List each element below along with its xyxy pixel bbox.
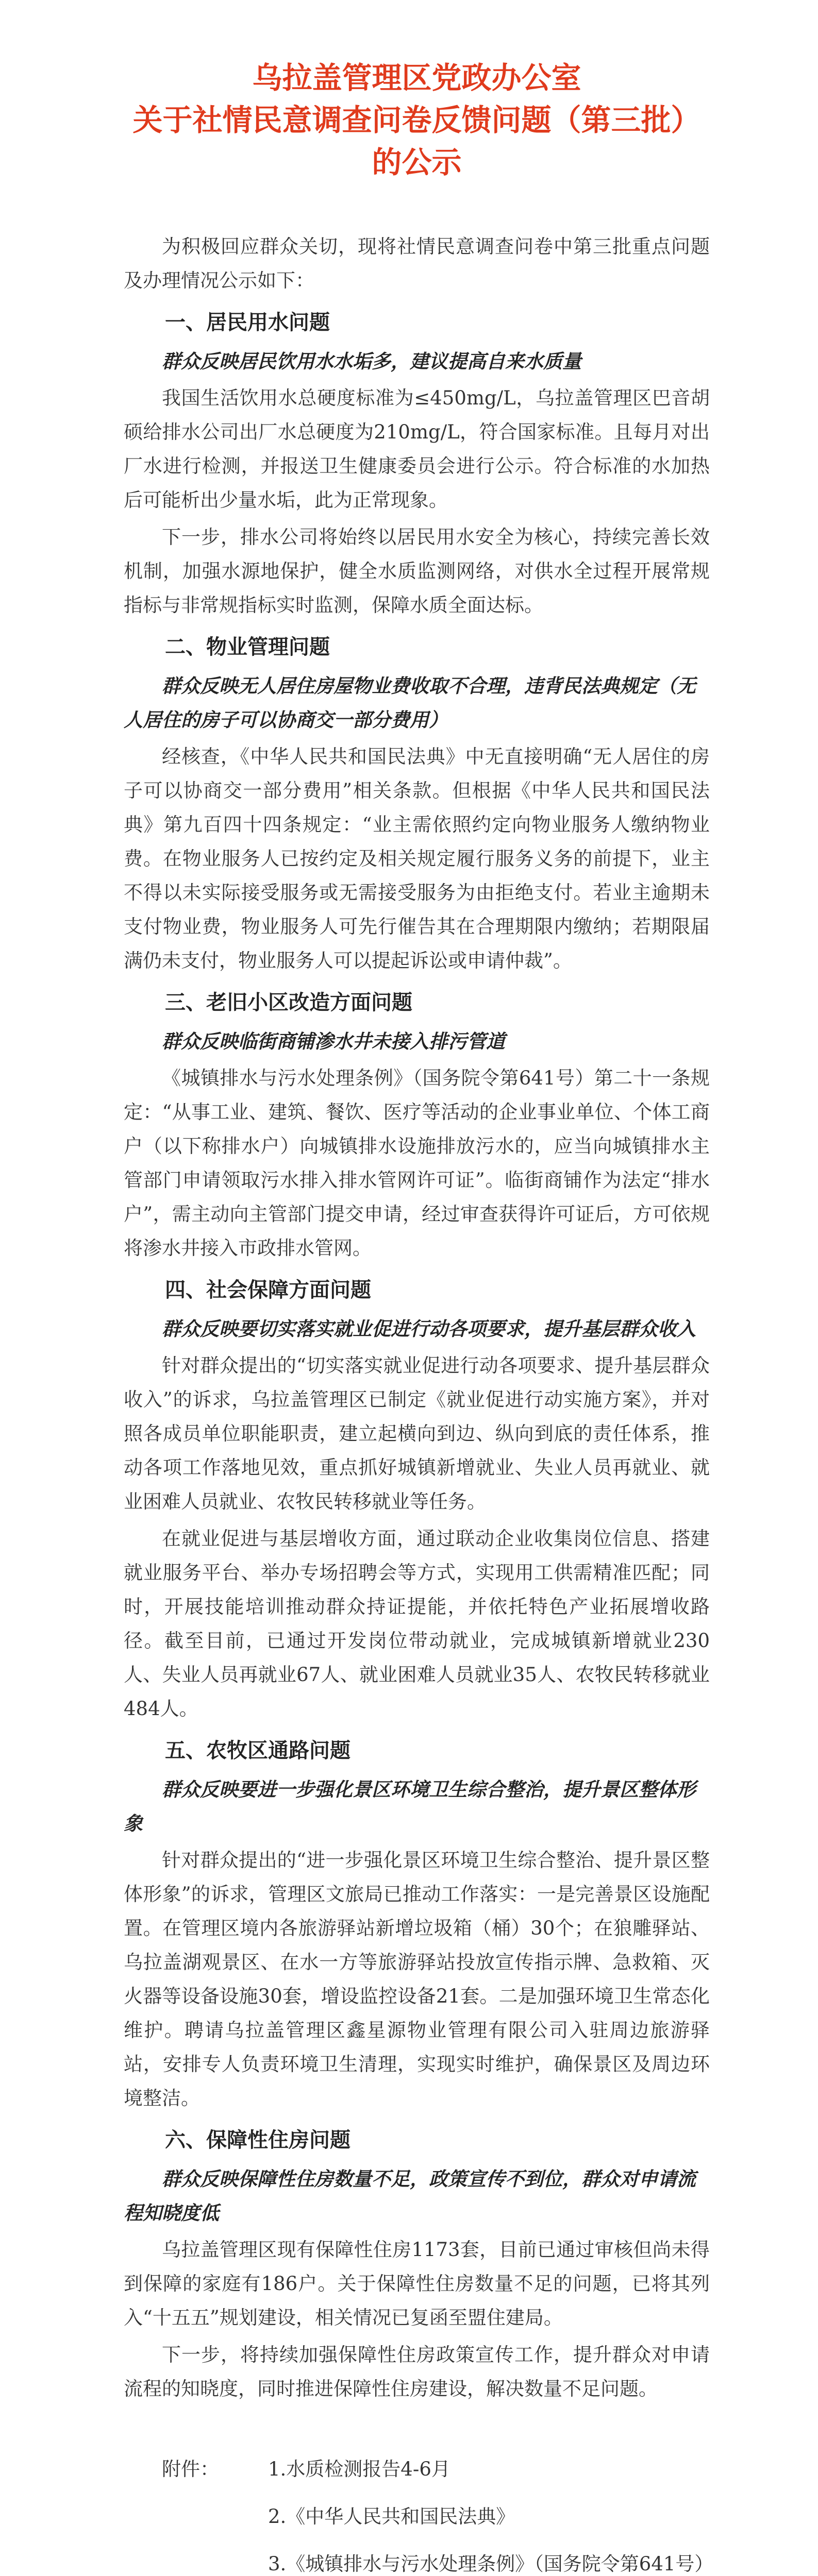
section-heading: 二、物业管理问题 — [165, 635, 330, 659]
section-housing — [124, 2122, 710, 2406]
issue-statement: 群众反映临街商铺渗水井未接入排污管道 — [162, 1030, 505, 1053]
response-paragraph: 我国生活饮用水总硬度标准为≤450mg/L，乌拉盖管理区巴音胡硕给排水公司出厂水总硬度为210mg/L，符合国家标准。且每月对出厂水进行检测，并报送卫生健康委员会进行公示。符合标准的水加热后可能析出少量水垢，此为正常现象。 — [124, 387, 710, 511]
attachment-item — [124, 2547, 714, 2576]
response-paragraph: 针对群众提出的“进一步强化景区环境卫生综合整治、提升景区整体形象”的诉求，管理区文旅局已推动工作落实：一是完善景区设施配置。在管理区境内各旅游驿站新增垃圾箱（桶）30个；在狼雕驿站、乌拉盖湖观景区、在水一方等旅游驿站投放宣传指示牌、急救箱、灭火器等设备设施30套，增设监控设备21套。二是加强环境卫生常态化维护。聘请乌拉盖管理区鑫星源物业管理有限公司入驻周边旅游驿站，安排专人负责环境卫生清理，实现实时维护，确保景区及周边环境整洁。 — [124, 1849, 710, 2109]
section-heading: 四、社会保障方面问题 — [165, 1278, 371, 1302]
title-line-3: 的公示 — [372, 145, 462, 180]
issue-statement: 群众反映居民饮用水水垢多，建议提高自来水质量 — [162, 350, 581, 372]
attachments-label: 附件： — [162, 2458, 219, 2480]
section-property — [124, 629, 710, 978]
document-title — [124, 57, 710, 183]
response-paragraph: 《城镇排水与污水处理条例》（国务院令第641号）第二十一条规定：“从事工业、建筑、餐饮、医疗等活动的企业事业单位、个体工商户（以下称排水户）向城镇排水设施排放污水的，应当向城镇排水主管部门申请领取污水排入排水管网许可证”。临街商铺作为法定“排水户”，需主动向主管部门提交申请，经过审查获得许可证后，方可依规将渗水井接入市政排水管网。 — [124, 1067, 710, 1259]
attachment-text: 2.《中华人民共和国民法典》 — [268, 2505, 515, 2528]
section-heading: 五、农牧区通路问题 — [165, 1739, 350, 1762]
section-roads — [124, 1732, 710, 2115]
title-line-2: 关于社情民意调查问卷反馈问题（第三批） — [132, 103, 701, 138]
response-paragraph: 乌拉盖管理区现有保障性住房1173套，目前已通过审核但尚未得到保障的家庭有186户。关于保障性住房数量不足的问题，已将其列入“十五五”规划建设，相关情况已复函至盟住建局。 — [124, 2239, 710, 2329]
issue-statement: 群众反映无人居住房屋物业费收取不合理，违背民法典规定（无人居住的房子可以协商交一部分费用） — [124, 674, 696, 731]
section-heading: 一、居民用水问题 — [165, 311, 330, 334]
section-social-security — [124, 1272, 710, 1726]
response-paragraph: 经核查，《中华人民共和国民法典》中无直接明确“无人居住的房子可以协商交一部分费用”相关条款。但根据《中华人民共和国民法典》第九百四十四条规定：“业主需依照约定向物业服务人缴纳物业费。在物业服务人已按约定及相关规定履行服务义务的前提下，业主不得以未实际接受服务或无需接受服务为由拒绝支付。若业主逾期未支付物业费，物业服务人可先行催告其在合理期限内缴纳；若期限届满仍未支付，物业服务人可以提起诉讼或申请仲裁”。 — [124, 745, 710, 972]
attachment-text: 1.水质检测报告4-6月 — [268, 2458, 450, 2480]
section-water — [124, 304, 710, 622]
issue-statement: 群众反映要切实落实就业促进行动各项要求，提升基层群众收入 — [162, 1317, 696, 1340]
response-paragraph: 针对群众提出的“切实落实就业促进行动各项要求、提升基层群众收入”的诉求，乌拉盖管理区已制定《就业促进行动实施方案》，并对照各成员单位职能职责，建立起横向到边、纵向到底的责任体系，推动各项工作落地见效，重点抓好城镇新增就业、失业人员再就业、就业困难人员就业、农牧民转移就业等任务。 — [124, 1354, 710, 1513]
attachment-text: 3.《城镇排水与污水处理条例》（国务院令第641号） — [268, 2553, 714, 2575]
issue-statement: 群众反映保障性住房数量不足，政策宣传不到位，群众对申请流程知晓度低 — [124, 2167, 696, 2224]
intro-paragraph: 为积极回应群众关切，现将社情民意调查问卷中第三批重点问题及办理情况公示如下： — [124, 235, 710, 292]
attachments-list — [124, 2452, 714, 2576]
attachment-item — [124, 2500, 710, 2534]
response-paragraph: 下一步，将持续加强保障性住房政策宣传工作，提升群众对申请流程的知晓度，同时推进保障性住房建设，解决数量不足问题。 — [124, 2344, 710, 2400]
attachment-item — [124, 2452, 710, 2486]
response-paragraph: 在就业促进与基层增收方面，通过联动企业收集岗位信息、搭建就业服务平台、举办专场招聘会等方式，实现用工供需精准匹配；同时，开展技能培训推动群众持证提能，并依托特色产业拓展增收路径。截至目前，已通过开发岗位带动就业，完成城镇新增就业230人、失业人员再就业67人、就业困难人员就业35人、农牧民转移就业484人。 — [124, 1528, 710, 1720]
title-line-1: 乌拉盖管理区党政办公室 — [252, 60, 581, 95]
response-paragraph: 下一步，排水公司将始终以居民用水安全为核心，持续完善长效机制，加强水源地保护，健全水质监测网络，对供水全过程开展常规指标与非常规指标实时监测，保障水质全面达标。 — [124, 526, 710, 616]
issue-statement: 群众反映要进一步强化景区环境卫生综合整治，提升景区整体形象 — [124, 1778, 696, 1835]
section-heading: 三、老旧小区改造方面问题 — [165, 991, 412, 1014]
section-old-community — [124, 984, 710, 1265]
section-heading: 六、保障性住房问题 — [165, 2128, 350, 2152]
